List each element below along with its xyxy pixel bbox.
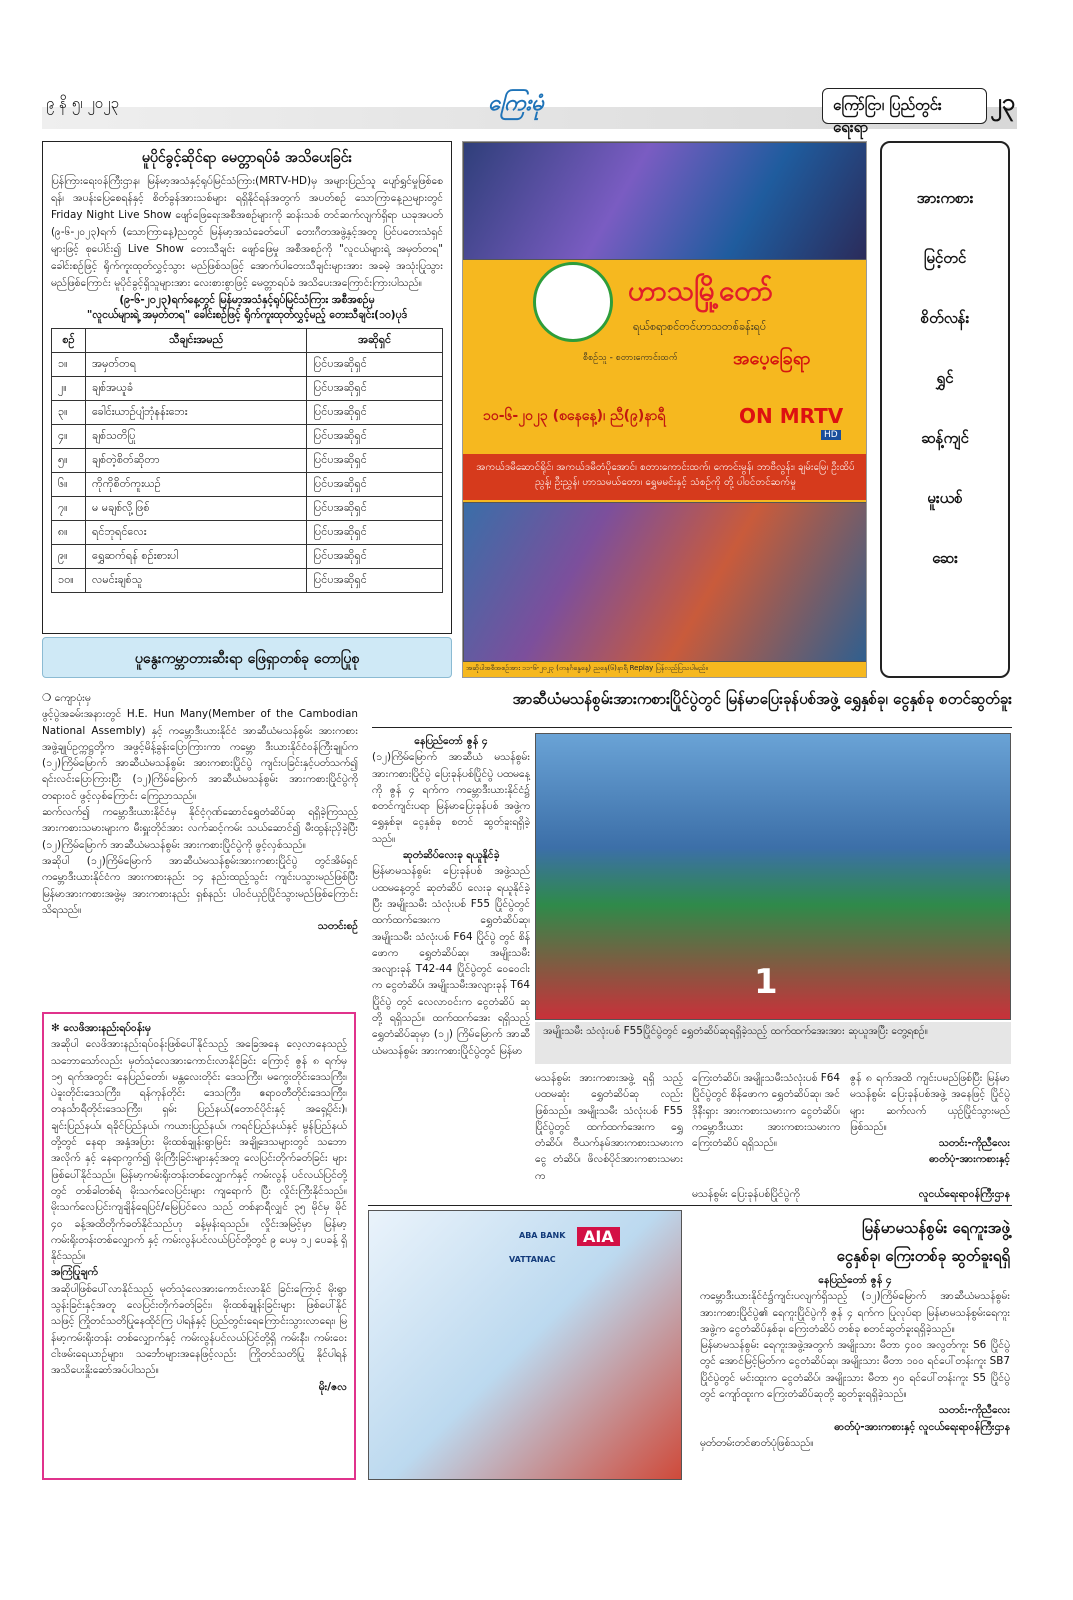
weather-dateline: ✻ လေဖိအားနည်းရပ်ဝန်းမှ	[51, 1022, 151, 1034]
song-number: ၄။	[52, 425, 86, 449]
song-singer: ပြင်ပအဆိုရှင်	[307, 473, 443, 497]
col-header-singer: အဆိုရှင်	[307, 329, 443, 353]
podium-number: 1	[754, 962, 778, 1002]
athletics-col-b-text: မသန်စွမ်း အားကစားအဖွဲ့ ရရှိ သည့် ပထမဆုံး ရွှေတံဆိပ်ဆု လည်းဖြစ်သည်။ အမျိုးသမီး သံလုံးပစ် F55 ပြိုင်ပွဲတွင် ထက်ထက်အေးက ရွှေတံဆိပ်၊ ဗီယက်နမ်အားကစားသမားက ငွေ တံဆိပ်၊ ဖိလစ်ပိုင်အားကစားသမားက	[535, 1072, 683, 1182]
song-number: ၅။	[52, 449, 86, 473]
col-header-no: စဉ်	[52, 329, 86, 353]
song-singer: ပြင်ပအဆိုရှင်	[307, 425, 443, 449]
swimming-body-2: မြန်မာမသန်စွမ်း ရေကူးအဖွဲ့အတွက် အမျိုးသား မီတာ ၄၀၀ အလွတ်ကူး S6 ပြိုင်ပွဲတွင် အောင်မြင့်မြတ်က ငွေတံဆိပ်ဆု၊ အမျိုးသား မီတာ ၁၀၀ ရင်ပေါ်တန်းကူး SB7 ပြိုင်ပွဲတွင် မင်းထူးက ငွေတံဆိပ်၊ အမျိုးသား မီတာ ၅၀ ရင်ပေါ်တန်းကူး S5 ပြိုင်ပွဲတွင် ကျော်ထူးက ကြေးတံဆိပ်ဆုတို့ ဆွတ်ခူးရရှိခဲ့သည်။	[700, 1339, 1010, 1401]
page-number: ၂၃	[990, 88, 1016, 116]
notice-subtitle-1: (၉-၆-၂၀၂၃)ရက်နေ့တွင် မြန်မာ့အသံနှင့်ရုပ်မြင်သံကြား အစီအစဉ်မှ	[119, 294, 375, 306]
divider	[372, 727, 1012, 728]
athletics-col-c	[692, 1070, 840, 1151]
slogan-line: ဆေး	[932, 549, 958, 567]
weather-byline: မိုး/ဇလ	[318, 1380, 347, 1393]
athletics-subhead: ဆုတံဆိပ်လေးခု ရယူနိုင်ခဲ့	[402, 849, 500, 862]
song-number: ၆။	[52, 473, 86, 497]
song-row	[52, 377, 443, 401]
podium-photo	[535, 733, 1011, 1020]
swimming-footer: မှတ်တမ်းတင်ဓာတ်ပုံဖြစ်သည်။	[700, 1436, 814, 1449]
divider	[368, 1205, 1012, 1206]
ad-footer: အဆိုပါအစီအစဉ်အား ၁၁-၆-၂၀၂၃ (တနင်္ဂနွေနေ့) ညနေ(၆)နာရီ Replay ပြန်လည်ပြသပါမည်။	[466, 664, 708, 672]
athletics-col-d	[850, 1070, 1010, 1168]
podium-photo-caption: အမျိုးသမီး သံလုံးပစ် F55ပြိုင်ပွဲတွင် ရွှေတံဆိပ်ဆုရရှိခဲ့သည့် ထက်ထက်အေးအား ဆုယူအပြီး တွေ့ရစဉ်။	[535, 1022, 1011, 1064]
ad-cast: အကယ်ဒမီဆောင်ရိုင်၊ အကယ်ဒမီတံပိုအောင်၊ စတားကောင်းထက်၊ ကောင်းမွန်၊ ဘာဗီလွန်း၊ ချမ်းမြေ၊ ဦးထိပ်ညွန့်၊ ဦးညွှန်၊ ဟာသမယ်တော၊ ရွှေမမင်းနှင့် သံစဉ်ကို တို့ ပါဝင်တင်ဆက်မှု	[463, 454, 867, 500]
ad-hd: HD	[821, 430, 841, 440]
song-singer: ပြင်ပအဆိုရှင်	[307, 497, 443, 521]
song-number: ၉။	[52, 545, 86, 569]
song-row	[52, 521, 443, 545]
slogan-line: ရွှင်	[936, 369, 954, 387]
song-row	[52, 569, 443, 593]
swimming-dateline: နေပြည်တော် ဇွန် ၄	[818, 1274, 892, 1286]
song-title: မ မချစ်လို့ဖြစ်	[86, 497, 307, 521]
athletics-byline-2: ဓာတ်ပုံ-အားကစားနှင့်	[929, 1153, 1010, 1166]
left-body-3: အဆိုပါ (၁၂)ကြိမ်မြောက် အာဆီယံမသန်စွမ်းအားကစားပြိုင်ပွဲ တွင်အိမ်ရှင်ကမ္ဘောဒီးယားနိုင်ငံက အားကစားနည်း ၁၄ နည်းထည့်သွင်း ကျင်းပသွားမည်ဖြစ်ပြီး မြန်မာအားကစားအဖွဲ့မှ အားကစားနည်း ရှစ်နည်း ပါဝင်ယှဉ်ပြိုင်သွားမည်ဖြစ်ကြောင်း သိရသည်။	[42, 854, 358, 916]
song-title: ရင်ဘုရင်လေး	[86, 521, 307, 545]
sponsor-logo: ABA BANK	[519, 1231, 566, 1240]
slogan-line: စိတ်လန်း	[920, 309, 970, 327]
climate-banner: ပူနွေးကမ္ဘာတားဆီးရာ ဖြေရှာတစ်ခု တောပြုစု	[42, 637, 452, 678]
song-title: ကိုကိုစိတ်ကူးယဉ်	[86, 473, 307, 497]
ad-top-photo	[463, 142, 867, 260]
left-dateline: ❍ ကျောပုံးမှ	[42, 692, 91, 704]
left-byline: သတင်းစဉ်	[317, 920, 358, 933]
song-title: ရွှေဆက်ရန် စဉ်းစားပါ	[86, 545, 307, 569]
song-table	[51, 328, 443, 593]
weather-body: အဆိုပါ လေဖိအားနည်းရပ်ဝန်းဖြစ်ပေါ်နိုင်သည့် အခြေအနေ လေ့လာနေသည့်သဘောသော်လည်း မှတ်သုံလေအားကောင်းလာနိုင်ခြင်း ကြောင့် ဇွန် ၈ ရက်မှ ၁၅ ရက်အတွင်း နေပြည်တော်၊ မန္တလေးတိုင်း ဒေသကြီး၊ မကွေးတိုင်းဒေသကြီး၊ ပဲခူးတိုင်းဒေသကြီး၊ ရန်ကုန်တိုင်း ဒေသကြီး၊ ဧရာဝတီတိုင်းဒေသကြီး၊ တနင်္သာရီတိုင်းဒေသကြီး၊ ရှမ်း ပြည်နယ်(တောင်ပိုင်းနှင့် အရှေ့ပိုင်း)၊ ချင်းပြည်နယ်၊ ရခိုင်ပြည်နယ်၊ ကယားပြည်နယ်၊ ကရင်ပြည်နယ်နှင့် မွန်ပြည်နယ်တို့တွင် နေရာ အနှံ့အပြား မိုးထစ်ချုန်းရွာမြင်း အချို့ဒေသများတွင် သဘောအလိုက် နှင့် နေရာကွက်၍ မိုးကြီးခြင်းများနှင့်အတူ လေပြင်းတိုက်ခတ်ခြင်း များ ဖြစ်ပေါ်နိုင်သည်။ မြန်မာ့ကမ်းရိုးတန်းတစ်လျှောက်နှင့် ကမ်းလွန် ပင်လယ်ပြင်တို့တွင် တစ်ခါတစ်ရံ မိုးသက်လေပြင်းများ ကျရောက် ပြီး လှိုင်းကြီးနိုင်သည်။ မိုးသက်လေပြင်းကျချိန်ရေပြင်/မြေပြင်လေ သည် တစ်နာရီလျှင် ၃၅ မိုင်မှ မိုင် ၄၀ ခန့်အထိတိုက်ခတ်နိုင်သည်ဟု ခန့်မှန်းရသည်။ လှိုင်းအမြင့်မှာ မြန်မာ့ကမ်းရိုးတန်းတစ်လျှောက် နှင့် ကမ်းလွန်ပင်လယ်ပြင်တို့တွင် ၉ ပေမှ ၁၂ ပေခန့် ရှိနိုင်သည်။	[51, 1038, 347, 1263]
left-body-1: ဖွင့်ပွဲအခမ်းအနားတွင် H.E. Hun Many(Member of the Cambodian National Assembly) နှင့် ကမ္ဘောဒီးယားနိုင်ငံ အာဆီယံမသန်စွမ်း အားကစားအဖွဲ့ချုပ်ဥက္ကဋ္ဌတို့က အဖွင့်မိန့်ခွန်းပြောကြားကာ ကမ္ဘော ဒီးယားနိုင်ငံဝန်ကြီးချုပ်က (၁၂)ကြိမ်မြောက် အာဆီယံမသန်စွမ်း အားကစားပြိုင်ပွဲ ကျင်းပခြင်းနှင့်ပတ်သက်၍ ရင်းလင်းပြောကြားပြီး (၁၂)ကြိမ်မြောက် အာဆီယံမသန်စွမ်း အားကစားပြိုင်ပွဲကို တရားဝင် ဖွင့်လှစ်ကြောင်း ကြေညာသည်။	[42, 708, 358, 802]
notice-subtitle-2: "လူငယ်များရဲ့ အမှတ်တရ" ခေါင်းစဉ်ဖြင့် ရိုက်ကူးထုတ်လွှင့်မည့် တေးသီချင်း(၁၀)ပုဒ်	[86, 309, 408, 321]
song-row	[52, 473, 443, 497]
song-singer: ပြင်ပအဆိုရှင်	[307, 521, 443, 545]
song-number: ၁။	[52, 353, 86, 377]
athletics-col-a	[372, 733, 530, 1059]
athletics-body: မြန်မာမသန်စွမ်း ပြေးခုန်ပစ် အဖွဲ့သည် ပထမနေ့တွင် ဆုတံဆိပ် လေးခု ရယူနိုင်ခဲ့ပြီး အမျိုးသမီး သံလုံးပစ် F55 ပြိုင်ပွဲတွင် ထက်ထက်အေးက ရွှေတံဆိပ်ဆု၊ အမျိုးသမီး သံလုံးပစ် F64 ပြိုင်ပွဲ တွင် စိန်ဖောက ရွှေတံဆိပ်ဆု၊ အမျိုးသမီး အလျားခုန် T42-44 ပြိုင်ပွဲတွင် ဝေဝေငါးက ငွေတံဆိပ်၊ အမျိုးသမီးအလျားခုန် T64 ပြိုင်ပွဲ တွင် လေလာဝင်းက ငွေတံဆိပ် ဆုတို့ ရရှိသည်။ ထက်ထက်အေး ရရှိသည့် ရွှေတံဆိပ်ဆုမှာ (၁၂) ကြိမ်မြောက် အာဆီယံမသန်စွမ်း အားကစားပြိုင်ပွဲတွင် မြန်မာ	[372, 865, 530, 1057]
song-row	[52, 449, 443, 473]
ad-bottom-photo	[463, 502, 867, 662]
slogan-line: အားကစား	[916, 189, 974, 207]
song-number: ၂။	[52, 377, 86, 401]
song-title: အမှတ်တရ	[86, 353, 307, 377]
sponsor-logo: AIA	[577, 1227, 620, 1246]
athletics-col-d-text: ဇွန် ၈ ရက်အထိ ကျင်းပမည်ဖြစ်ပြီး မြန်မာမသန်စွမ်း ပြေးခုန်ပစ်အဖွဲ့ အနေဖြင့် ပြိုင်ပွဲများ ဆက်လက် ယှဉ်ပြိုင်သွားမည်ဖြစ်သည်။	[850, 1072, 1010, 1133]
swimming-byline-1: သတင်း-ကိုညီလေး	[938, 1404, 1010, 1417]
athletics-dateline: နေပြည်တော် ဇွန် ၄	[414, 735, 488, 747]
sports-slogan-box	[880, 141, 1010, 678]
ad-channel: ON MRTV	[739, 404, 844, 428]
notice-title: မူပိုင်ခွင့်ဆိုင်ရာ မေတ္တာရပ်ခံ အသိပေးခြင်း	[141, 150, 353, 166]
athletics-col-c-text: ကြေးတံဆိပ်၊ အမျိုးသမီးသံလုံးပစ် F64 ပြိုင်ပွဲတွင် စိန်ဖောက ရွှေတံဆိပ်ဆု၊ အင်ဒိုနီးရှား အားကစားသမားက ငွေတံဆိပ်၊ ကမ္ဘောဒီးယား အားကစားသမားက ကြေးတံဆိပ် ရရှိသည်။	[692, 1072, 840, 1150]
swimmers-photo	[368, 1210, 682, 1480]
song-singer: ပြင်ပအဆိုရှင်	[307, 353, 443, 377]
song-row	[52, 545, 443, 569]
song-number: ၈။	[52, 521, 86, 545]
issue-date: ၉ နိ ၅၊ ၂၀၂၃	[46, 94, 119, 112]
left-body-2: ဆက်လက်၍ ကမ္ဘောဒီးယားနိုင်ငံမှ နိုင်ငံ့ဂုဏ်ဆောင်ရွှေတံဆိပ်ဆု ရရှိခဲ့ကြသည့် အားကစားသမားများက မီးရှူးတိုင်အား လက်ဆင့်ကမ်း သယ်ဆောင်၍ မီးထွန်းညှိခဲ့ပြီး (၁၂)ကြိမ်မြောက် အာဆီယံမသန်စွမ်း အားကစားပြိုင်ပွဲကို ဖွင့်လှစ်သည်။	[42, 806, 358, 851]
swimming-byline-2: ဓာတ်ပုံ-အားကစားနှင့် လူငယ်ရေးရာဝန်ကြီးဌာန	[834, 1420, 1010, 1433]
song-row	[52, 425, 443, 449]
song-singer: ပြင်ပအဆိုရှင်	[307, 377, 443, 401]
song-title: ချစ်အယူခံ	[86, 377, 307, 401]
song-singer: ပြင်ပအဆိုရှင်	[307, 569, 443, 593]
song-singer: ပြင်ပအဆိုရှင်	[307, 401, 443, 425]
opening-ceremony-article	[42, 690, 358, 934]
song-row	[52, 353, 443, 377]
song-number: ၇။	[52, 497, 86, 521]
ad-episode: အပေ့ခြေရာ	[733, 348, 811, 369]
ad-credit: စီစဉ်သူ - စတားကောင်းထက်	[583, 353, 678, 363]
song-row	[52, 497, 443, 521]
weather-subhead: အကြံပြုချက်	[51, 1266, 98, 1279]
swimming-body-1: ကမ္ဘောဒီးယားနိုင်ငံ၌ကျင်းပလျက်ရှိသည့် (၁၂)ကြိမ်မြောက် အာဆီယံမသန်စွမ်းအားကစားပြိုင်ပွဲ၏ ရေကူးပြိုင်ပွဲကို ဇွန် ၄ ရက်က ပြုလုပ်ရာ မြန်မာမသန်စွမ်းရေကူးအဖွဲ့က ငွေတံဆိပ်နှစ်ခု၊ ကြေးတံဆိပ် တစ်ခု စတင်ဆွတ်ခူးရရှိခဲ့သည်။	[700, 1290, 1010, 1335]
swimming-headline-line-2: ငွေနှစ်ခု၊ ကြေးတစ်ခု ဆွတ်ခူးရရှိ	[836, 1247, 1010, 1265]
athletics-dept: လူငယ်ရေးရာဝန်ကြီးဌာန	[918, 1188, 1010, 1200]
athletics-col-b	[535, 1070, 683, 1184]
slogan-line: မူးယစ်	[927, 489, 963, 507]
song-title: ချစ်သတိပြု	[86, 425, 307, 449]
athletics-bottom-note: မသန်စွမ်း ပြေးခုန်ပစ်ပြိုင်ပွဲကို	[692, 1188, 800, 1200]
section-title: ကြော်ငြာ၊ ပြည်တွင်းရေးရာ	[822, 88, 987, 124]
song-title: လမင်းချစ်သူ	[86, 569, 307, 593]
weather-body-2: အဆိုပါဖြစ်ပေါ်လာနိုင်သည့် မုတ်သုံလေအားကောင်းလာနိုင် ခြင်းကြောင့် မိုးရွာသွန်းခြင်းနှင့်အတူ လေပြင်းတိုက်ခတ်ခြင်း၊ မိုးထစ်ချုန်းခြင်းများ ဖြစ်ပေါ်နိုင်သဖြင့် ကြိုတင်သတိပြုနေထိုင်ကြ ပါရန်နှင့် ပြည်တွင်းရေကြောင်းသွားလာရေး၊ မြန်မာ့ကမ်းရိုးတန်း တစ်လျှောက်နှင့် ကမ်းလွန်ပင်လယ်ပြင်တို့ရှိ ကမ်းနီး၊ ကမ်းဝေး ငါးဖမ်းရေယာဉ်များ၊ သင်္ဘောများအနေဖြင့်လည်း ကြိုတင်သတိပြု နိုင်ပါရန် အသိပေးနှိုးဆော်အပ်ပါသည်။	[51, 1282, 347, 1377]
song-title: ချစ်တဲ့စိတ်ဆိုတာ	[86, 449, 307, 473]
notice-body: ပြန်ကြားရေးဝန်ကြီးဌာန၊ မြန်မာ့အသံနှင့်ရုပ်မြင်သံကြား(MRTV-HD)မှ အများပြည်သူ ပျော်ရွှင်မှုဖြစ်စေရန်၊ အပန်းပြေစေရန်နှင့် စိတ်ခွန်အားသစ်များ ရရှိနိုင်ရန်အတွက် အပတ်စဉ် သောကြာနေ့ညများတွင် Friday Night Live Show ဖျော်ဖြေရေးအစီအစဉ်များကို ဆန်းသစ် တင်ဆက်လျက်ရှိရာ ယခုအပတ် (၉-၆-၂၀၂၃)ရက် (သောကြာနေ့)ညတွင် မြန်မာ့အသံခေတ်ပေါ် တေးဂီတအဖွဲ့နှင့်အတူ ပြင်ပတေးသံရှင်များဖြင့် စုပေါင်း၍ Live Show တေးသီချင်း ဖျော်ဖြေမှု အစီအစဉ်ကို "လူငယ်များရဲ့ အမှတ်တရ" ခေါင်းစဉ်ဖြင့် ရိုက်ကူးထုတ်လွှင့်သွား မည်ဖြစ်သဖြင့် အောက်ပါတေးသီချင်းများအား အခမဲ့ အသုံးပြုသွားမည်ဖြစ်ကြောင်း မူပိုင်ခွင့်ရှိသူများအား လေးစားစွာဖြင့် မေတ္တာရပ်ခံ အသိပေးအကြောင်းကြားပါသည်။	[51, 175, 443, 289]
swimming-article	[700, 1272, 1010, 1451]
copyright-notice-box	[42, 141, 452, 634]
weather-warning-box	[42, 1012, 356, 1480]
swimming-headline-line-1: မြန်မာမသန်စွမ်း ရေကူးအဖွဲ့	[861, 1219, 1010, 1237]
song-number: ၁၀။	[52, 569, 86, 593]
song-singer: ပြင်ပအဆိုရှင်	[307, 545, 443, 569]
slogan-line: မြင့်တင်	[923, 249, 967, 267]
swimming-headline	[700, 1214, 1010, 1270]
comedy-show-ad	[462, 141, 867, 678]
ad-title: ဟာသမြို့တော်	[628, 274, 773, 307]
song-title: ခေါင်းယာဉ်ပျံဘုံနန်းဘေး	[86, 401, 307, 425]
ad-tagline: ရယ်စရာစင်တင်ဟာသတစ်ခန်းရပ်	[633, 320, 767, 333]
sponsor-logo: VATTANAC	[509, 1255, 556, 1264]
athletics-headline: အာဆီယံမသန်စွမ်းအားကစားပြိုင်ပွဲတွင် မြန်မာပြေးခုန်ပစ်အဖွဲ့ ရွှေနှစ်ခု၊ ငွေနှစ်ခု စတင်ဆွတ်ခူး	[512, 690, 1012, 708]
athletics-byline-1: သတင်း-ကိုညီလေး	[938, 1137, 1010, 1150]
slogan-line: ဆန့်ကျင်	[921, 429, 969, 447]
athletics-lead: (၁၂)ကြိမ်မြောက် အာဆီယံ မသန်စွမ်း အားကစားပြိုင်ပွဲ ပြေးခုန်ပစ်ပြိုင်ပွဲ ပထမနေ့ကို ဇွန် ၄ ရက်က ကမ္ဘောဒီးယားနိုင်ငံ၌ စတင်ကျင်းပရာ မြန်မာပြေးခုန်ပစ် အဖွဲ့က ရွှေနှစ်ခု၊ ငွေနှစ်ခု စတင် ဆွတ်ခူးရရှိခဲ့သည်။	[372, 751, 530, 845]
song-row	[52, 401, 443, 425]
ad-mascot	[533, 262, 613, 342]
song-singer: ပြင်ပအဆိုရှင်	[307, 449, 443, 473]
ad-datetime: ၁၀-၆-၂၀၂၃ (စနေနေ့)၊ ညီ(၉)နာရီ	[483, 408, 666, 424]
song-number: ၃။	[52, 401, 86, 425]
newspaper-logo: ကြေးမုံ	[488, 91, 544, 116]
col-header-song: သီချင်းအမည်	[86, 329, 307, 353]
